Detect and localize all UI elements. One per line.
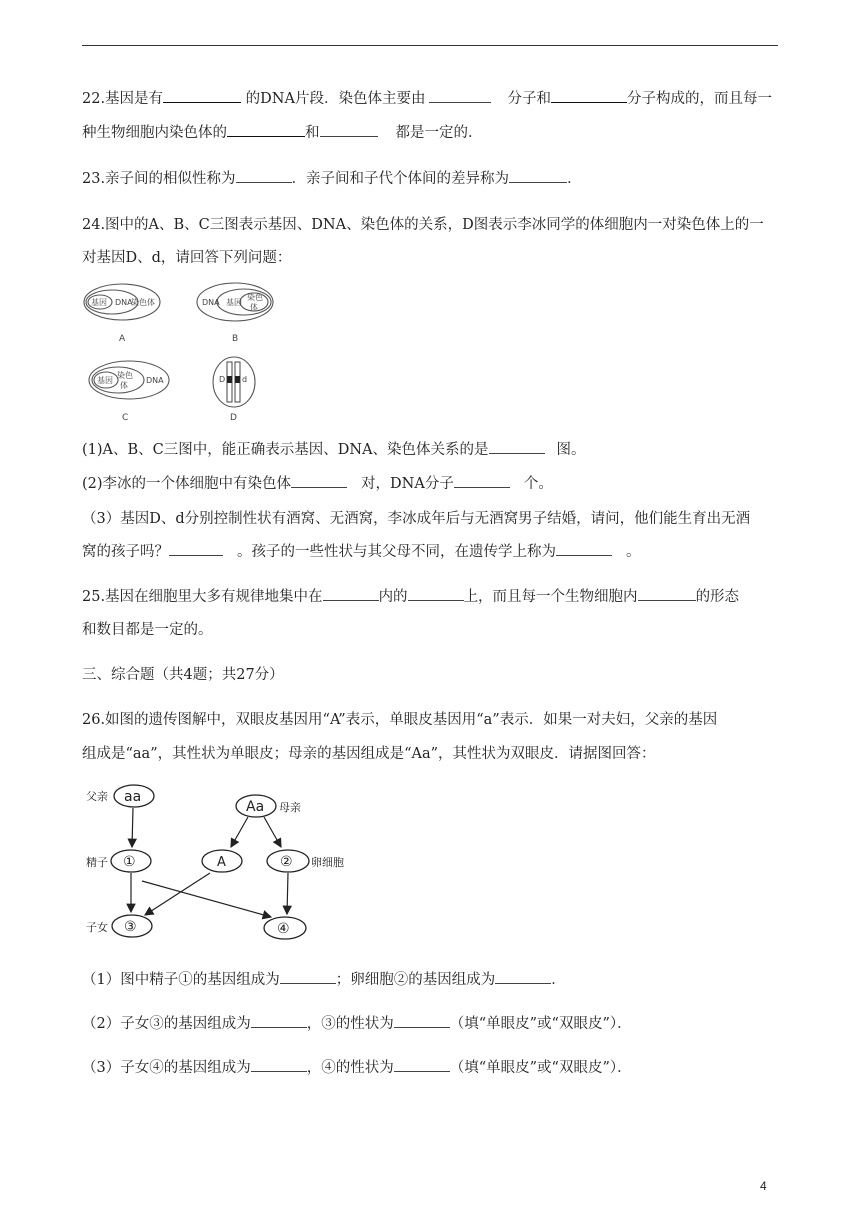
gene-dna-chromosome-figure <box>82 280 292 430</box>
page-number: 4 <box>760 1179 767 1193</box>
q26-sub2: （2）子女③的基因组成为 ，③的性状为 （填“单眼皮”或“双眼皮”）． <box>82 1016 632 1032</box>
q26-sub1: （1）图中精子①的基因组成为 ；卵细胞②的基因组成为 ． <box>82 972 566 988</box>
sperm-number: ① <box>123 854 136 870</box>
inheritance-diagram <box>82 784 382 946</box>
fig-a-chrom: 染色体 <box>131 298 155 307</box>
q26-line1: 26.如图的遗传图解中，双眼皮基因用“A”表示，单眼皮基因用“a”表示．如果一对夫妇，父亲的基因 <box>82 712 718 728</box>
child3-number: ③ <box>124 919 137 935</box>
chromosome-pair <box>227 362 240 402</box>
fig-c-chrom1: 染色 <box>117 371 133 380</box>
q26-sub3: （3）子女④的基因组成为 ，④的性状为 （填“单眼皮”或“双眼皮”）． <box>82 1060 632 1076</box>
answer-blank[interactable] <box>320 123 378 137</box>
fig-d-right: d <box>242 375 248 384</box>
answer-blank[interactable] <box>280 970 336 984</box>
fig-a-dna: DNA <box>115 298 133 307</box>
section3-heading: 三、综合题（共4题；共27分） <box>82 667 284 683</box>
q25-line2: 和数目都是一定的。 <box>82 622 213 638</box>
fig-a-label: A <box>119 334 126 344</box>
answer-blank[interactable] <box>163 89 241 103</box>
father-label: 父亲 <box>86 790 108 803</box>
fig-b-label: B <box>232 334 239 344</box>
q22-line2: 种生物细胞内染色体的 和 都是一定的． <box>82 125 483 141</box>
fig-d-left: D <box>219 375 226 384</box>
sperm-label: 精子 <box>86 856 108 869</box>
answer-blank[interactable] <box>638 587 696 601</box>
answer-blank[interactable] <box>429 89 491 103</box>
answer-blank[interactable] <box>394 1014 450 1028</box>
answer-blank[interactable] <box>394 1058 450 1072</box>
answer-blank[interactable] <box>236 169 292 183</box>
answer-blank[interactable] <box>251 1058 307 1072</box>
answer-blank[interactable] <box>454 474 510 488</box>
answer-blank[interactable] <box>408 587 464 601</box>
fig-c-chrom2: 体 <box>120 381 128 390</box>
q24-sub1: (1)A、B、C三图中，能正确表示基因、DNA、染色体关系的是 图。 <box>82 442 586 458</box>
answer-blank[interactable] <box>169 542 223 556</box>
fig-b-gene: 基因 <box>226 298 242 307</box>
answer-blank[interactable] <box>556 542 612 556</box>
answer-blank[interactable] <box>495 970 551 984</box>
fig-c-label: C <box>122 413 129 423</box>
q23-line: 23.亲子间的相似性称为 ．亲子间和子代个体间的差异称为 ． <box>82 171 582 187</box>
q24-sub3-line2: 窝的孩子吗？ 。孩子的一些性状与其父母不同，在遗传学上称为 。 <box>82 544 641 560</box>
header-rule <box>82 45 778 46</box>
fig-a-gene: 基因 <box>91 298 107 307</box>
child-label: 子女 <box>86 921 108 934</box>
egg-label: 卵细胞 <box>311 856 344 869</box>
fig-b-chrom2: 体 <box>250 303 258 312</box>
egg-a-gene: A <box>217 855 226 870</box>
answer-blank[interactable] <box>227 123 305 137</box>
q24-sub2: (2)李冰的一个体细胞中有染色体 对，DNA分子 个。 <box>82 476 553 492</box>
answer-blank[interactable] <box>251 1014 307 1028</box>
answer-blank[interactable] <box>509 169 567 183</box>
answer-blank[interactable] <box>323 587 379 601</box>
q25-line1: 25.基因在细胞里大多有规律地集中在 内的 上，而且每一个生物细胞内 的形态 <box>82 589 740 605</box>
egg-number: ② <box>280 854 293 870</box>
q24-line2: 对基因D、d，请回答下列问题： <box>82 250 292 266</box>
fig-d-label: D <box>230 413 237 423</box>
fig-c-gene: 基因 <box>97 376 113 385</box>
q26-line2: 组成是“aa”，其性状为单眼皮；母亲的基因组成是“Aa”，其性状为双眼皮．请据图回答： <box>82 746 656 762</box>
mother-label: 母亲 <box>279 801 301 814</box>
fig-b-chrom1: 染色 <box>247 293 263 302</box>
answer-blank[interactable] <box>489 440 545 454</box>
q24-line1: 24.图中的A、B、C三图表示基因、DNA、染色体的关系，D图表示李冰同学的体细胞内一对染色体上的一 <box>82 217 764 233</box>
fig-c-dna: DNA <box>146 376 164 385</box>
fig-b-dna: DNA <box>202 298 220 307</box>
q22-line1: 22.基因是有 的DNA片段．染色体主要由 分子和 分子构成的，而且每一 <box>82 91 772 107</box>
q24-sub3-line1: （3）基因D、d分别控制性状有酒窝、无酒窝，李冰成年后与无酒窝男子结婚，请问，他们能生育出无酒 <box>82 511 751 527</box>
father-gene: aa <box>124 789 142 805</box>
answer-blank[interactable] <box>291 474 347 488</box>
answer-blank[interactable] <box>551 89 627 103</box>
mother-gene: Aa <box>246 799 265 815</box>
child4-number: ④ <box>277 921 290 937</box>
